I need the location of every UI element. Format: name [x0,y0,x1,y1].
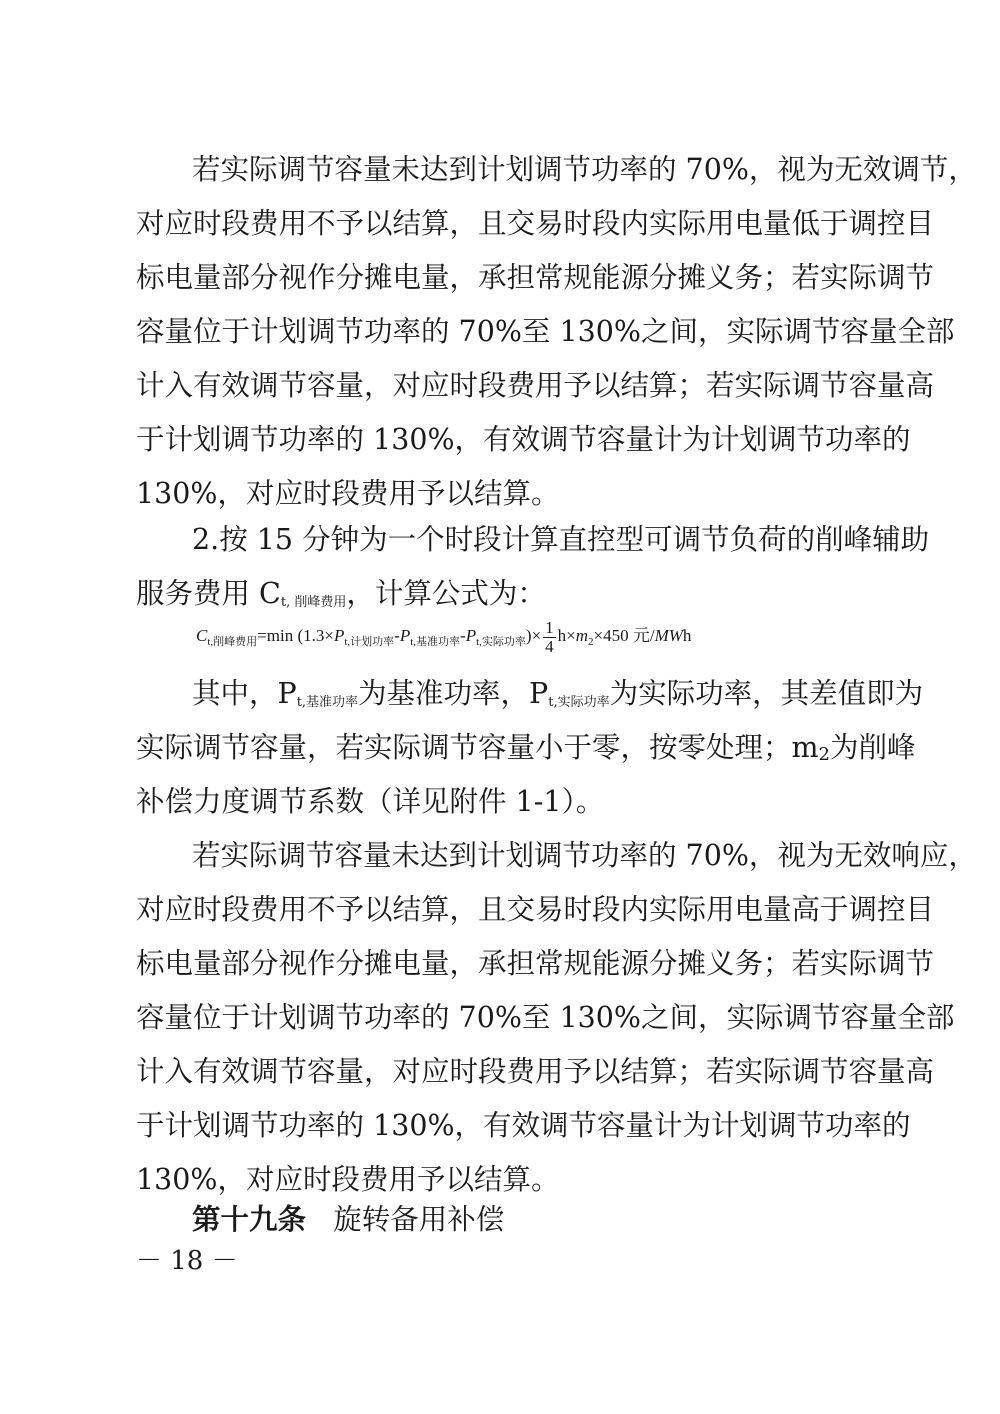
one-quarter-fraction: $\frac{1}{4}$ [545,617,554,656]
cost-formula: $C_{t,削峰费用}=\min$ $(1.3\times P_{t,计划功率}-P_{t,基准功率}-P_{t,实际功率})\times$ $\frac{1}{4}$ $h\times m_2\times 450$ 元/MWh [196,617,692,656]
article-title: 旋转备用补偿 [333,1203,505,1236]
article-number: 第十九条 [192,1203,307,1236]
page-number: － 18 － [136,1246,238,1276]
